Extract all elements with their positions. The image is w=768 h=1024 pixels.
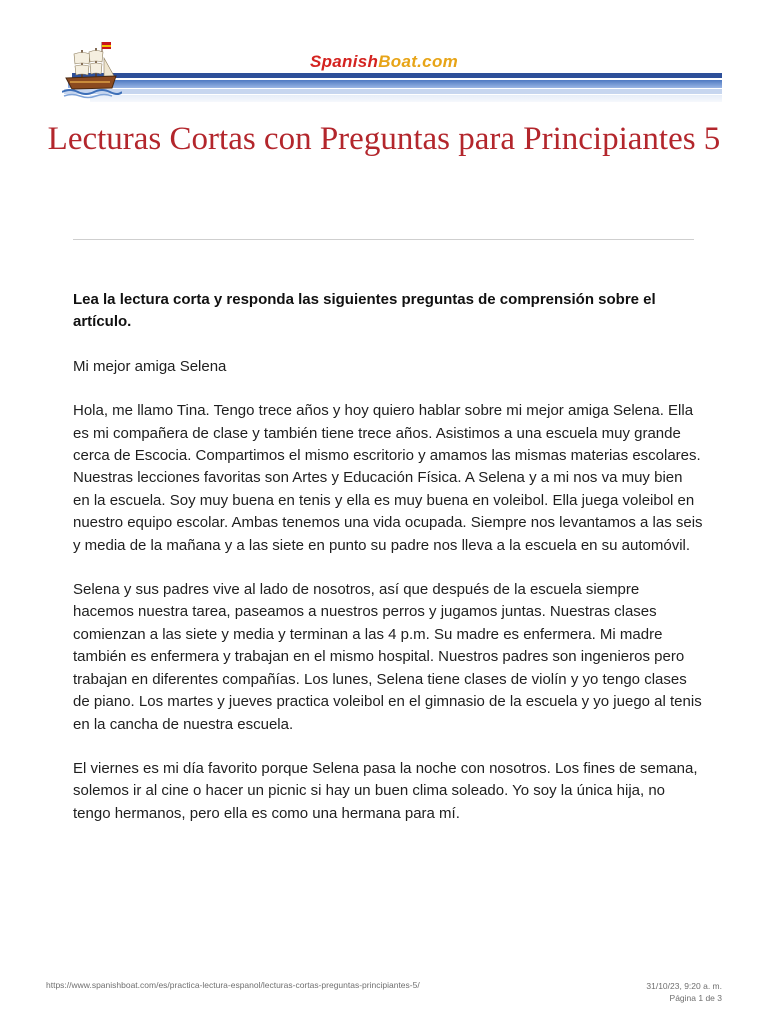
header-stripe: [72, 73, 722, 78]
story-title: Mi mejor amiga Selena: [73, 357, 227, 375]
brand-spanish: Spanish: [309, 52, 379, 71]
page-number: Página 1 de 3: [669, 993, 722, 1003]
footer-meta: [646, 980, 722, 1004]
paragraph: Selena y sus padres vive al lado de nosotros, así que después de la escuela siempre hacemos nuestra tarea, paseamos a nuestros perros y jugamos juntas. Nuestras clases comienzan a las siete y media y terminan a las 4 p.m. Su madre es enfermera. Mi madre también es enfermera y trabajan en el mismo hospital. Nuestros padres son ingenieros pero trabajan en diferentes compañías. Los lunes, Selena tiene clases de violín y yo tengo clases de piano. Los martes y jueves practica voleibol en el gimnasio de la escuela y yo juego al tenis en la cancha de nuestra escuela.: [73, 581, 702, 733]
instructions: Lea la lectura corta y responda las siguientes preguntas de comprensión sobre el artículo.: [73, 291, 656, 331]
paragraph: Hola, me llamo Tina. Tengo trece años y hoy quiero hablar sobre mi mejor amiga Selena. Ella es mi compañera de clase y también tiene trece años. Asistimos a una escuela muy grande cerca de Escocia. Compartimos el mismo escritorio y amamos las mismas materias escolares. Nuestras lecciones favoritas son Artes y Educación Física. A Selena y a mi nos va muy bien en la escuela. Soy muy buena en tenis y ella es muy buena en voleibol. Ella juega voleibol en nuestro equipo escolar. Ambas tenemos una vida ocupada. Siempre nos levantamos a las seis y media de la mañana y a las siete en punto su padre nos lleva a la escuela en su automóvil.: [73, 402, 703, 554]
site-brand-link[interactable]: [46, 52, 722, 72]
footer-url[interactable]: https://www.spanishboat.com/es/practica-lectura-espanol/lecturas-cortas-preguntas-principiantes-5/: [46, 980, 420, 990]
print-datetime: 31/10/23, 9:20 a. m.: [646, 981, 722, 991]
site-header: [46, 30, 722, 108]
header-stripe: [68, 80, 722, 88]
article-body: [73, 289, 703, 847]
brand-boat: Boat.com: [378, 52, 459, 71]
header-stripe: [90, 95, 722, 102]
divider: [73, 239, 694, 240]
header-stripe: [64, 89, 722, 94]
paragraph: El viernes es mi día favorito porque Selena pasa la noche con nosotros. Los fines de semana, solemos ir al cine o hacer un picnic si hay un buen clima soleado. Yo soy la única hija, no tengo hermanos, pero ella es como una hermana para mí.: [73, 759, 698, 822]
page-title: Lecturas Cortas con Preguntas para Principiantes 5: [47, 121, 721, 157]
